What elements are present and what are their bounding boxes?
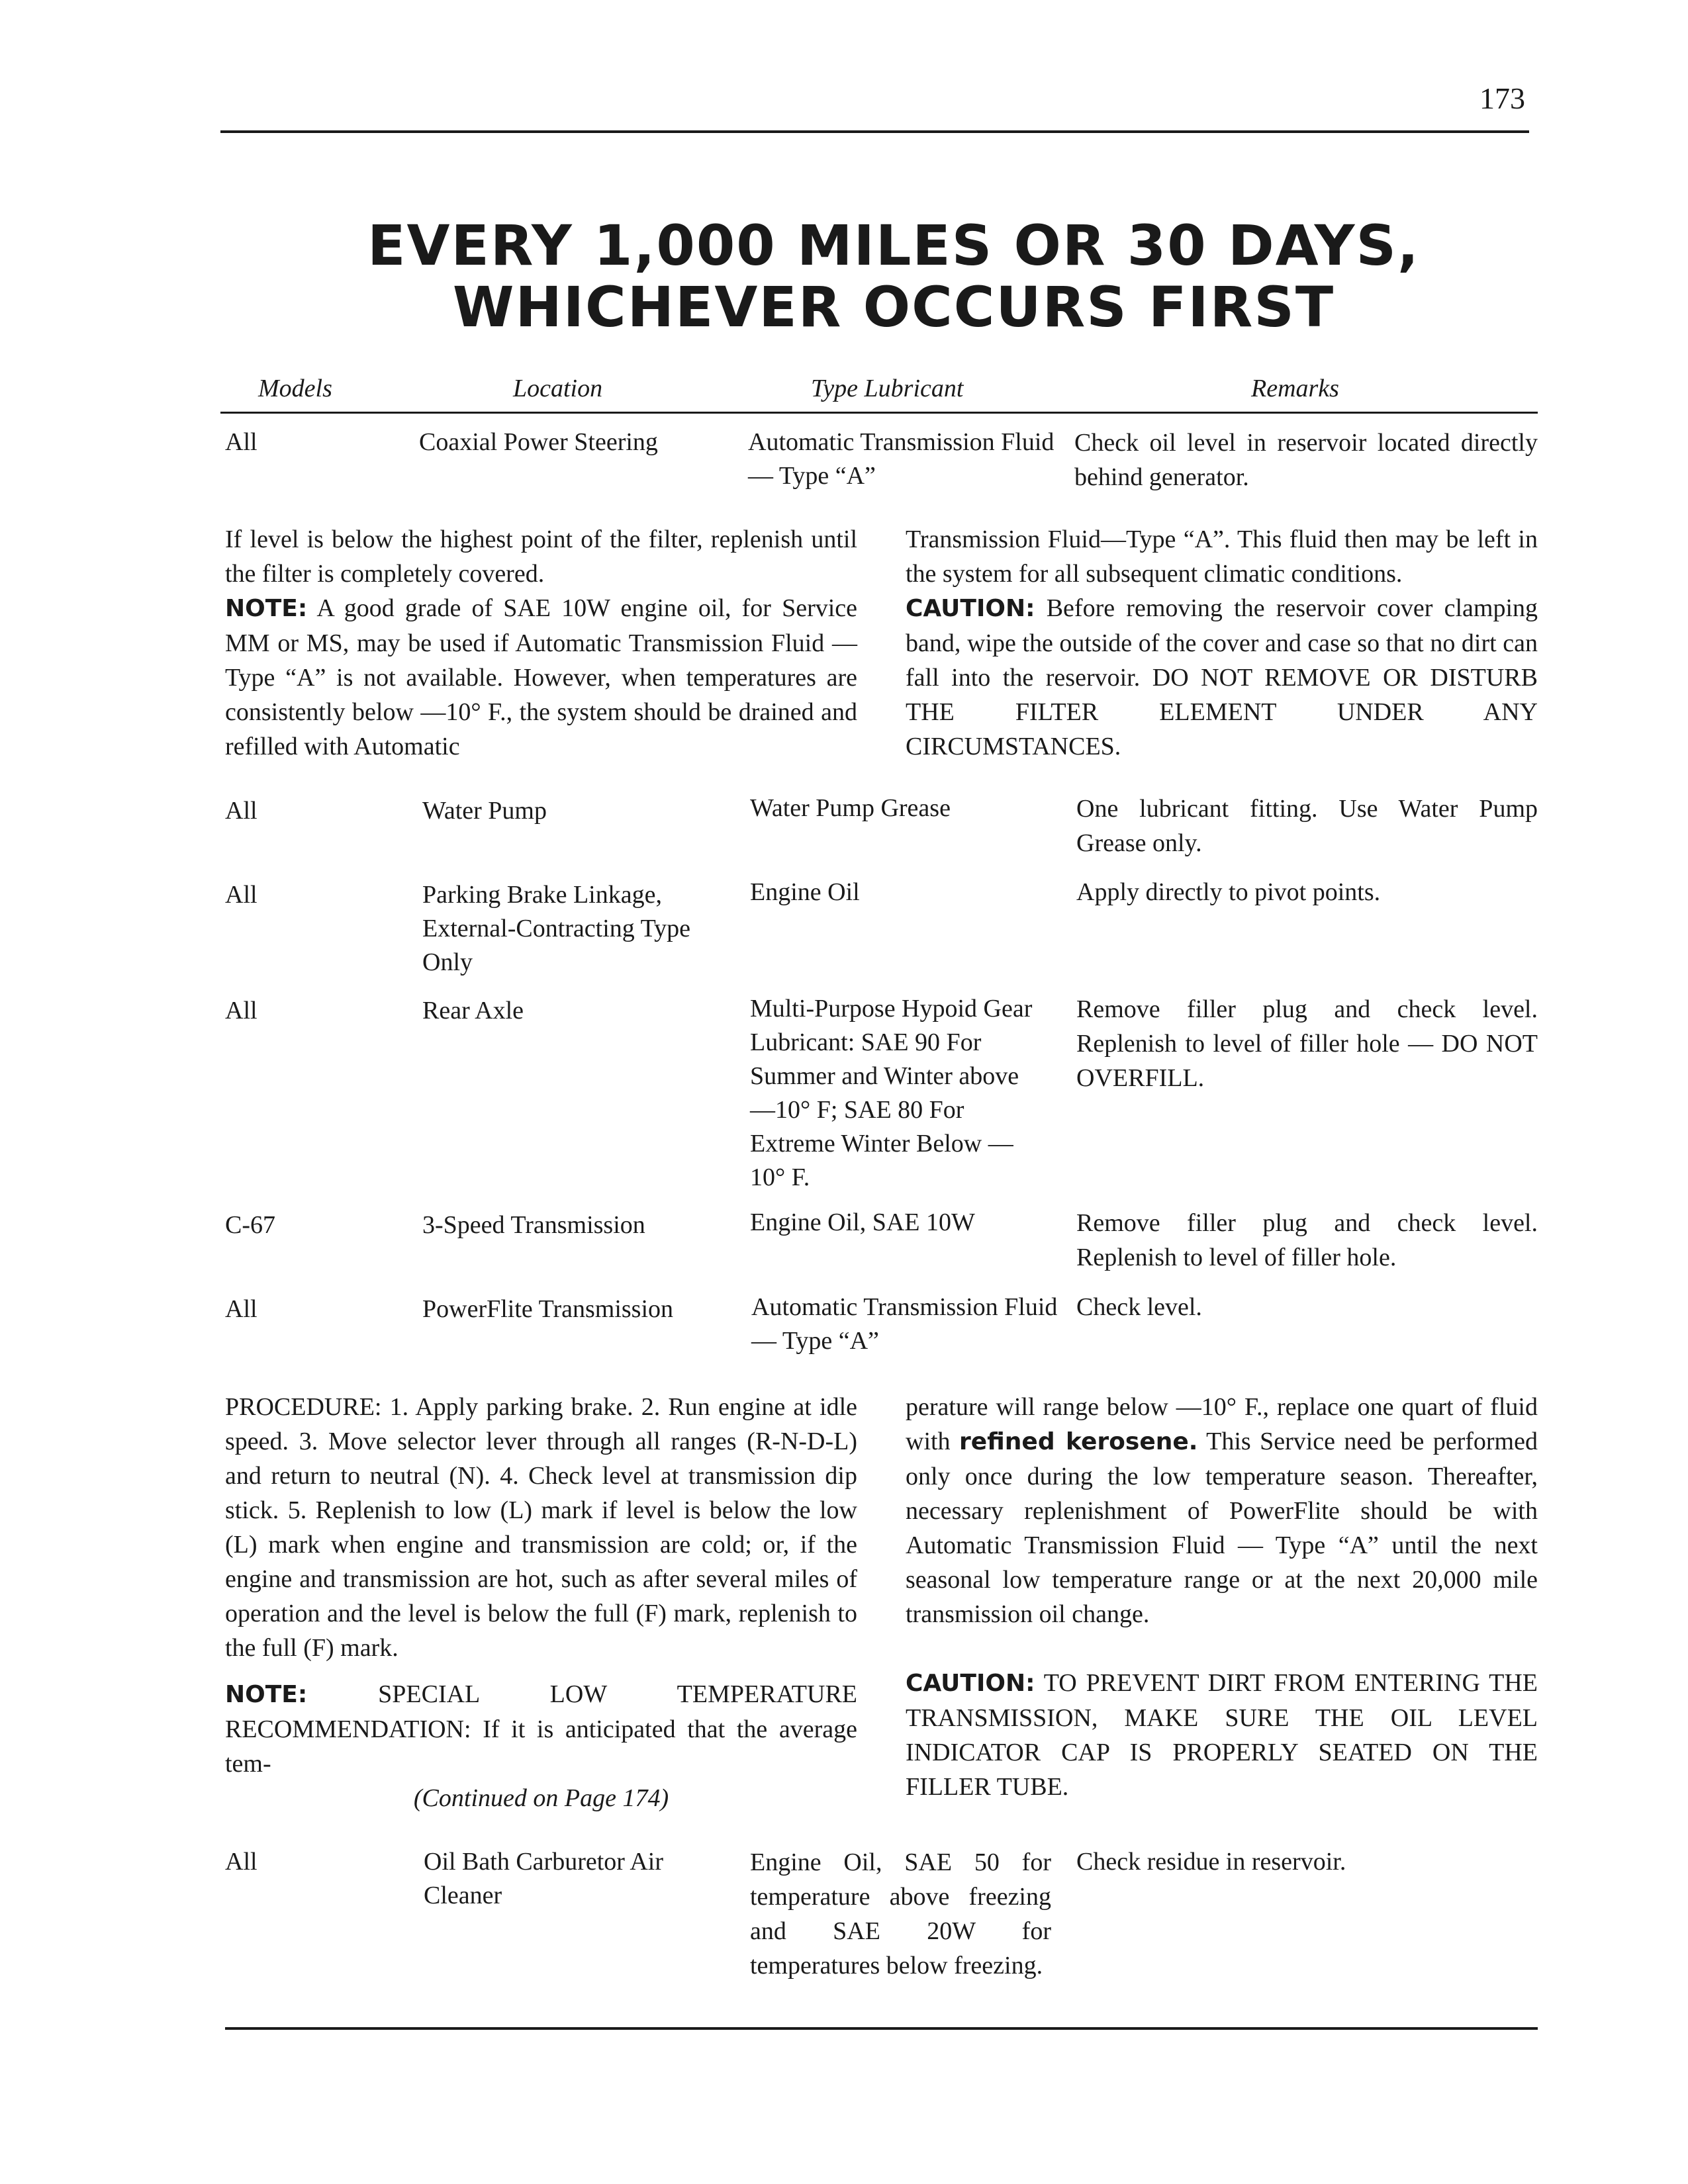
row-3-location: Parking Brake Linkage, External-Contracting Type Only — [422, 881, 691, 976]
top-rule — [220, 130, 1529, 133]
procedure-right-column — [906, 1390, 1538, 1804]
note-1-text: A good grade of SAE 10W engine oil, for Service MM or MS, may be used if Automatic Transmission Fluid — Type “A” is not available. However, when temperatures are consistently below —10° F., the system should be drained and refilled with Automatic — [225, 594, 858, 760]
caution-1-text: Before removing the reservoir cover clamping band, wipe the outside of the cover and case so that no dirt can fall into the reservoir. DO NOT REMOVE OR DISTURB THE FILTER ELEMENT UNDER ANY CIRCUMSTANCES. — [906, 594, 1538, 760]
row-1-lubricant: Automatic Transmission Fluid — Type “A” — [748, 428, 1055, 490]
procedure-note-label: NOTE: — [225, 1681, 308, 1708]
page-number: 173 — [1479, 81, 1525, 115]
bottom-rule — [225, 2027, 1538, 2030]
refined-kerosene: refined kerosene. — [959, 1428, 1198, 1455]
procedure-left-column — [225, 1390, 857, 1815]
row-3-lubricant: Engine Oil — [750, 878, 860, 906]
row-5-remarks: Remove filler plug and check level. Replenish to level of filler hole. — [1076, 1209, 1538, 1271]
column-header-location: Location — [513, 375, 603, 402]
procedure-caution-text: TO PREVENT DIRT FROM ENTERING THE TRANSMISSION, MAKE SURE THE OIL LEVEL INDICATOR CAP IS PROPERLY SEATED ON THE FILLER TUBE. — [906, 1669, 1538, 1801]
header-rule — [220, 412, 1538, 414]
row-5-location: 3-Speed Transmission — [422, 1211, 645, 1239]
column-header-remarks: Remarks — [1251, 375, 1339, 402]
procedure-text: PROCEDURE: 1. Apply parking brake. 2. Run engine at idle speed. 3. Move selector lever through all ranges (R-N-D-L) and return to neutral (N). 4. Check level at transmission dip stick. 5. Replenish to low (L) mark if level is below the low (L) mark when engine and transmission are cold; or, if the engine and transmission are hot, such as after several miles of operation and the level is below the full (F) mark, replenish to the full (F) mark. — [225, 1393, 857, 1662]
row-4-location: Rear Axle — [422, 997, 524, 1024]
row-1-location: Coaxial Power Steering — [419, 428, 658, 456]
row-2-lubricant: Water Pump Grease — [750, 794, 951, 822]
row-3-remarks: Apply directly to pivot points. — [1076, 878, 1381, 906]
row-6-remarks: Check level. — [1076, 1293, 1202, 1321]
row-1-model: All — [225, 428, 258, 456]
column-header-models: Models — [258, 375, 332, 402]
row-7-remarks: Check residue in reservoir. — [1076, 1848, 1346, 1876]
note-1-left-column — [225, 522, 857, 764]
procedure-continuation-end: This Service need be performed only once during the low temperature season. Thereafter, necessary replenishment of PowerFlite should be with Automatic Transmission Fluid — Type “A” until the next seasonal low temperature range or at the next 20,000 mile transmission oil change. — [906, 1428, 1538, 1628]
row-2-location: Water Pump — [422, 797, 547, 825]
row-5-model: C-67 — [225, 1211, 275, 1239]
note-1-right-column — [906, 522, 1538, 764]
page-title-line-1: EVERY 1,000 MILES OR 30 DAYS, — [367, 213, 1420, 278]
procedure-continuation: perature will range below —10° F., replace one quart of fluid with — [906, 1393, 1538, 1455]
row-1-remarks: Check oil level in reservoir located directly behind generator. — [1074, 429, 1538, 491]
procedure-caution-label: CAUTION: — [906, 1670, 1035, 1697]
note-1-continuation: Transmission Fluid—Type “A”. This fluid then may be left in the system for all subsequent climatic conditions. — [906, 525, 1538, 588]
row-5-lubricant: Engine Oil, SAE 10W — [750, 1208, 975, 1236]
note-1-intro: If level is below the highest point of the filter, replenish until the filter is completely covered. — [225, 525, 857, 588]
column-header-lubricant: Type Lubricant — [811, 375, 964, 402]
row-6-location: PowerFlite Transmission — [422, 1295, 674, 1323]
procedure-note-text: SPECIAL LOW TEMPERATURE RECOMMENDATION: If it is anticipated that the average tem- — [225, 1680, 858, 1778]
row-2-model: All — [225, 797, 258, 825]
row-7-model: All — [225, 1848, 258, 1876]
caution-1-label: CAUTION: — [906, 595, 1035, 622]
note-1-label: NOTE: — [225, 595, 308, 622]
row-7-lubricant: Engine Oil, SAE 50 for temperature above freezing and SAE 20W for temperatures below freezing. — [750, 1848, 1051, 1979]
row-4-remarks: Remove filler plug and check level. Replenish to level of filler hole — DO NOT OVERFILL. — [1076, 995, 1538, 1092]
row-3-model: All — [225, 881, 258, 909]
row-2-remarks: One lubricant fitting. Use Water Pump Grease only. — [1076, 795, 1538, 857]
continued-notice: (Continued on Page 174) — [413, 1784, 669, 1812]
row-6-lubricant: Automatic Transmission Fluid — Type “A” — [751, 1293, 1058, 1355]
page-title-line-2: WHICHEVER OCCURS FIRST — [452, 275, 1335, 340]
row-6-model: All — [225, 1295, 258, 1323]
row-7-location: Oil Bath Carburetor Air Cleaner — [424, 1848, 663, 1909]
row-4-model: All — [225, 997, 258, 1024]
row-4-lubricant: Multi-Purpose Hypoid Gear Lubricant: SAE 90 For Summer and Winter above —10° F; SAE 80 For Extreme Winter Below —10° F. — [750, 995, 1033, 1191]
